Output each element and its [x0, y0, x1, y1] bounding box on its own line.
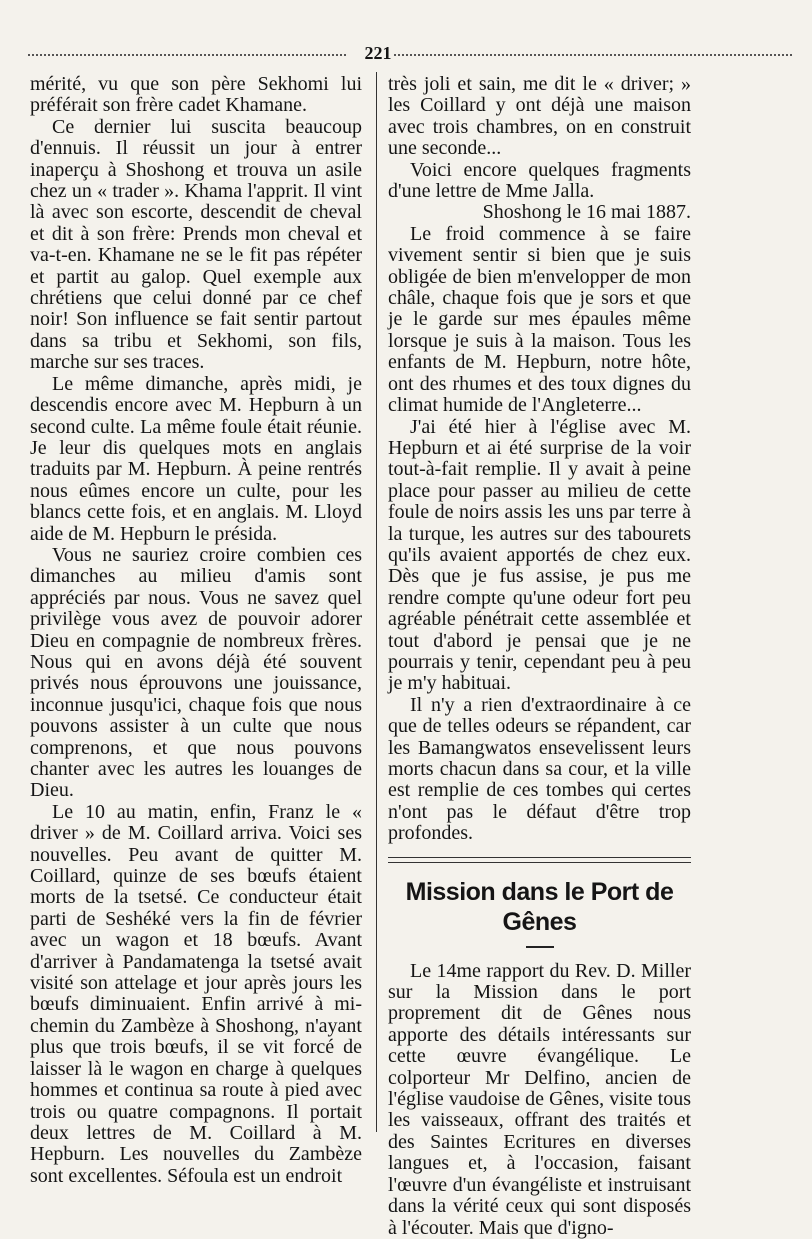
letter-dateline: Shoshong le 16 mai 1887.: [482, 201, 691, 224]
paragraph: Le 14me rapport du Rev. D. Miller sur la Mission dans le port proprement dit de Gênes nous apporte des détails intéressants sur cette œuvre évangélique. Le colporteur Mr Delfino, ancien de l'église vaudoise de Gênes, visite tous les vaisseaux, offrant des traités et des Saintes Ecritures en diverses langues et, à l'occasion, faisant l'œuvre d'un évangéliste et instruisant dans la vérité ceux qui sont disposés à l'écouter. Mais que d'igno-: [388, 959, 691, 1239]
header-rule-right: [394, 54, 792, 56]
page-header: [28, 42, 792, 64]
paragraph: Le même dimanche, après midi, je descendis encore avec M. Hepburn à un second culte. La même foule était réunie. Je leur dis quelques mots en anglais traduits par M. Hepburn. À peine rentrés nous eûmes encore un culte, pour les blancs cette fois, et en anglais. M. Lloyd aide de M. Hepburn le présida.: [30, 372, 362, 545]
paragraph: Vous ne sauriez croire combien ces dimanches au milieu d'amis sont appréciés par nous. Vous ne savez quel privilège vous avez de pouvoir adorer Dieu en compagnie de nombreux frères. Nous qui en avons déjà été souvent privés nous éprouvons une jouissance, inconnue jusqu'ici, chaque fois que nous pouvons assister à un culte que nous comprenons, et que nous pouvons chanter avec les autres les louanges de Dieu.: [30, 543, 362, 802]
section-title: Mission dans le Port de Gênes: [405, 877, 674, 936]
column-divider: [376, 72, 377, 1132]
paragraph: très joli et sain, me dit le « driver; » les Coillard y ont déjà une maison avec trois chambres, on en construit une seconde...: [388, 73, 691, 160]
paragraph: Il n'y a rien d'extraordinaire à ce que de telles odeurs se répandent, car les Bamangwatos ensevelissent leurs morts chacun dans sa cour, et la ville est remplie de ces tombes qui certes n'ont pas le défaut d'être trop profondes.: [388, 693, 691, 845]
paragraph: J'ai été hier à l'église avec M. Hepburn et ai été surprise de la voir tout-à-fait remplie. Il y avait à peine place pour passer au milieu de cette foule de noirs assis les uns par terre à la turque, les autres sur des tabourets qu'ils avaient apportés de chez eux. Dès que je fus assise, je pus me rendre compte qu'une odeur fort peu agréable pénétrait cette assemblée et tout d'abord je pensai que je ne pourrais y tenir, cependant peu à peu je m'y habituai.: [388, 415, 691, 695]
paragraph: Ce dernier lui suscita beaucoup d'ennuis. Il réussit un jour à entrer inaperçu à Shoshong et trouva un asile chez un « trader ». Khama l'apprit. Il vint là avec son escorte, descendit de cheval et dit à son frère: Prends mon cheval et va-t-en. Khamane ne se le fit pas répéter et partit au galop. Quel exemple aux chrétiens que celui donné par ce chef noir! Son influence se fait sentir partout dans sa tribu et Sekhomi, son fils, marche sur ses traces.: [30, 115, 362, 374]
header-rule-left: [28, 54, 346, 56]
section-divider: [388, 857, 691, 863]
left-column: [30, 74, 362, 1187]
paragraph: Le 10 au matin, enfin, Franz le « driver » de M. Coillard arriva. Voici ses nouvelles. Peu avant de quitter M. Coillard, quinze de ses bœufs étaient morts de la tsetsé. Ce conducteur était parti de Seshéké vers la fin de février avec un wagon et 18 bœufs. Avant d'arriver à Pandamatenga la tsetsé avait visité son attelage et jour après jours les bœufs diminuaient. Enfin arrivé à mi-chemin du Zambèze à Shoshong, n'ayant plus que trois bœufs, il se vit forcé de laisser là le wagon en charge à quelques hommes et continua sa route à pied avec trois ou quatre compagnons. Il portait deux lettres de M. Coillard à M. Hepburn. Les nouvelles du Zambèze sont excellentes. Séfoula est un endroit: [30, 800, 362, 1187]
paragraph: mérité, vu que son père Sekhomi lui préférait son frère cadet Khamane.: [30, 73, 362, 117]
right-column: [388, 74, 691, 1239]
title-underline: [526, 946, 554, 948]
page-number: 221: [364, 43, 392, 63]
paragraph: Voici encore quelques fragments d'une lettre de Mme Jalla.: [388, 158, 691, 203]
paragraph: Le froid commence à se faire vivement sentir si bien que je suis obligée de bien m'envelopper de mon châle, chaque fois que je sors et que je le garde sur mes épaules même lorsque je suis à la maison. Tous les enfants de M. Hepburn, notre hôte, ont des rhumes et des toux dignes du climat humide de l'Angleterre...: [388, 222, 691, 417]
